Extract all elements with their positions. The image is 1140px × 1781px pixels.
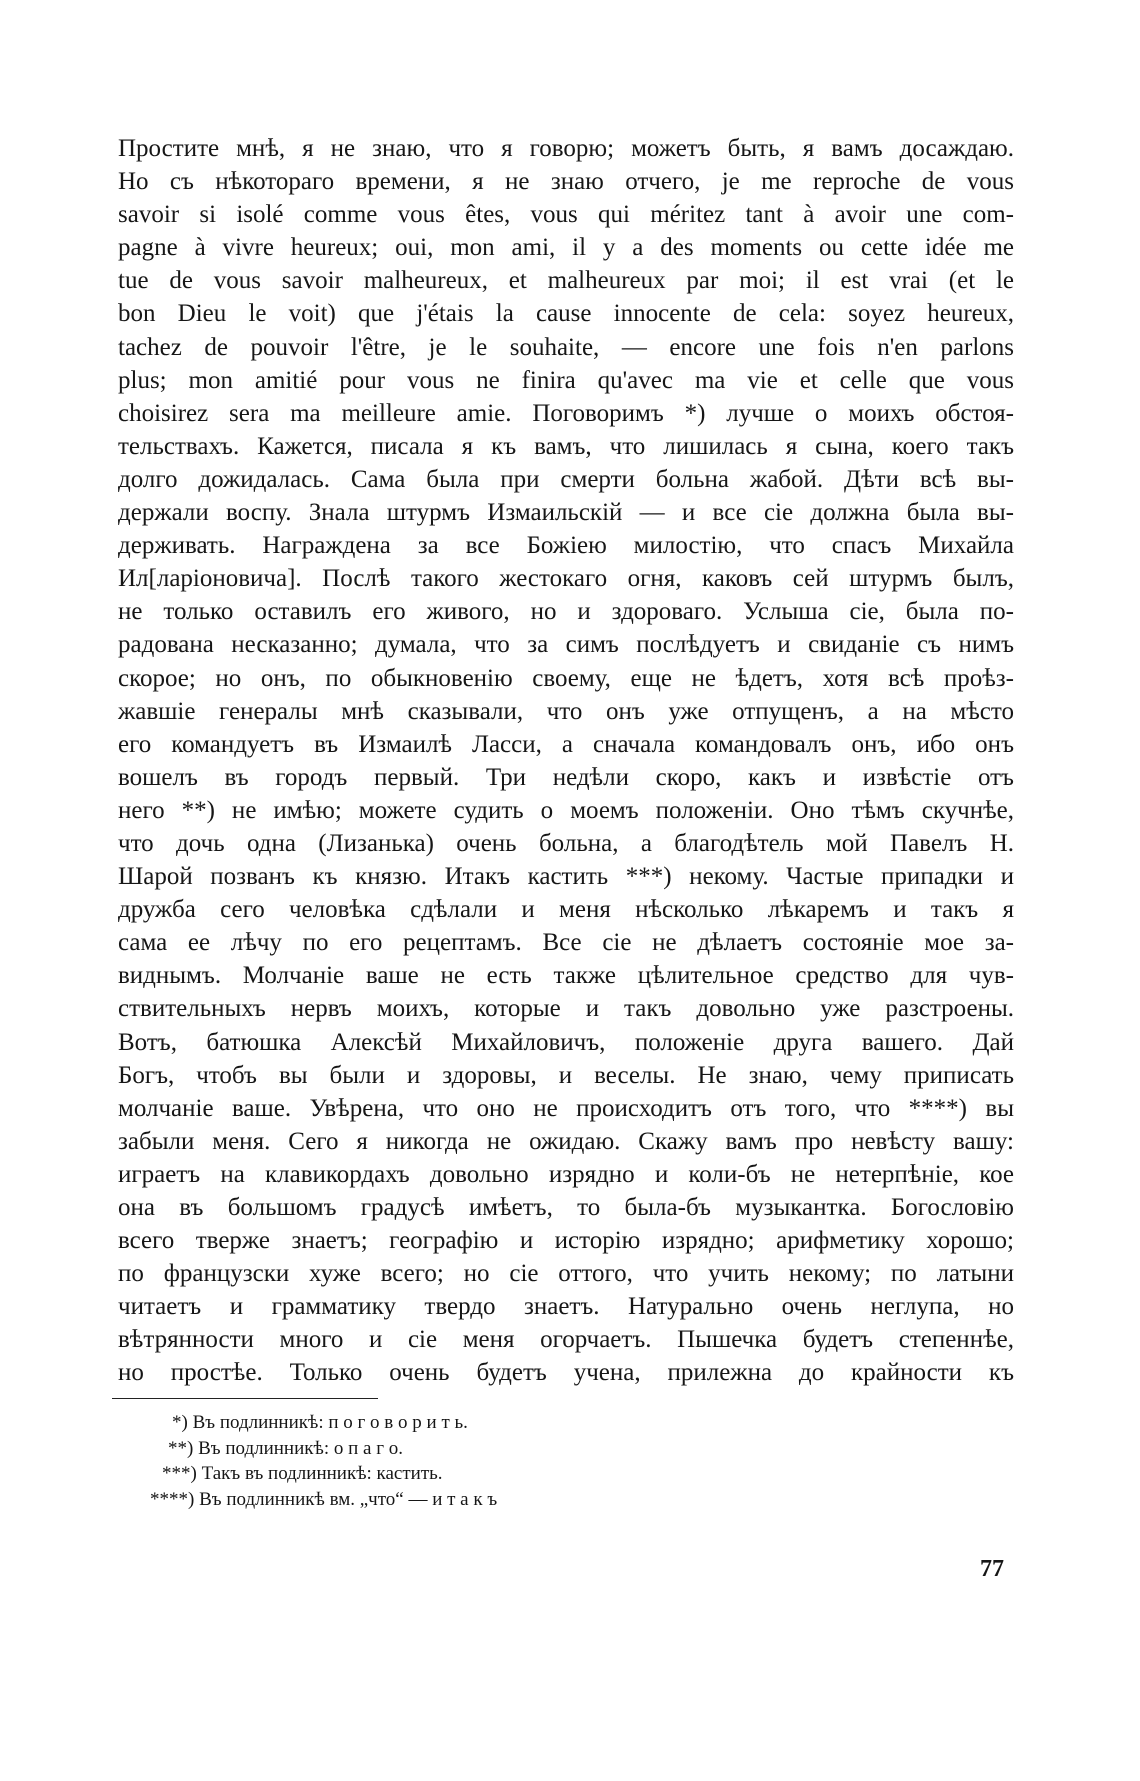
footnotes bbox=[150, 1410, 497, 1512]
text-line: ствительныхъ нервъ моихъ, которые и такъ довольно уже разстроены. bbox=[118, 995, 1014, 1023]
page-number: 77 bbox=[980, 1556, 1004, 1582]
text-line: всего тверже знаетъ; географiю и исторiю изрядно; арифметику хорошо; bbox=[118, 1227, 1014, 1255]
text-line: сама ее лѣчу по его рецептамъ. Все сiе не дѣлаетъ состоянiе мое за- bbox=[118, 929, 1014, 957]
footnote: *) Въ подлинникѣ: п о г о в о р и т ь. bbox=[172, 1412, 468, 1433]
text-line: вошелъ въ городъ первый. Три недѣли скоро, какъ и извѣстiе отъ bbox=[118, 763, 1014, 791]
footnote: ****) Въ подлинникѣ вм. „что“ — и т а к ъ bbox=[150, 1488, 498, 1510]
text-line: она въ большомъ градусѣ имѣетъ, то была-бъ музыкантка. Богословiю bbox=[118, 1194, 1014, 1221]
footnote: **) Въ подлинникѣ: о п а г о. bbox=[168, 1437, 403, 1459]
text-line: Ил[ларiоновича]. Послѣ такого жестокаго огня, каковъ сей штурмъ былъ, bbox=[118, 565, 1014, 593]
text-line: Вотъ, батюшка Алексѣй Михайловичъ, положенiе друга вашего. Дай bbox=[118, 1028, 1014, 1056]
text-line: забыли меня. Сего я никогда не ожидаю. Скажу вамъ про невѣсту вашу: bbox=[118, 1127, 1014, 1155]
text-line: choisirez sera ma meilleure amie. Поговоримъ *) лучше о моихъ обстоя- bbox=[118, 399, 1014, 427]
text-line: Простите мнѣ, я не знаю, что я говорю; можетъ быть, я вамъ досаждаю. bbox=[118, 135, 1014, 162]
text-line: долго дожидалась. Сама была при смерти больна жабой. Дѣти всѣ вы- bbox=[118, 465, 1014, 493]
text-line: по французски хуже всего; но сiе оттого, что учить некому; по латыни bbox=[118, 1260, 1014, 1288]
text-line: скорое; но онъ, по обыкновенiю своему, еще не ѣдетъ, хотя всѣ проѣз- bbox=[118, 664, 1014, 692]
text-line: что дочь одна (Лизанька) очень больна, а благодѣтель мой Павелъ Н. bbox=[118, 829, 1014, 857]
text-line: Богъ, чтобъ вы были и здоровы, и веселы. Не знаю, чему приписать bbox=[118, 1061, 1014, 1089]
text-line: tue de vous savoir malheureux, et malheureux par moi; il est vrai (et le bbox=[118, 267, 1014, 295]
text-line: bon Dieu le voit) que j'étais la cause innocente de cela: soyez heureux, bbox=[118, 300, 1014, 328]
text-line: не только оставилъ его живого, но и здороваго. Услыша сiе, была по- bbox=[118, 598, 1014, 626]
footnote: ***) Такъ въ подлинникѣ: кастить. bbox=[162, 1463, 443, 1484]
text-line: plus; mon amitié pour vous ne finira qu'avec ma vie et celle que vous bbox=[118, 366, 1014, 394]
text-line: но простѣе. Только очень будетъ учена, прилежна до крайности къ bbox=[118, 1359, 1014, 1387]
text-line: Но съ нѣкотораго времени, я не знаю отчего, je me reproche de vous bbox=[118, 168, 1014, 196]
text-line: держали воспу. Знала штурмъ Измаильскiй — и все сiе должна была вы- bbox=[118, 499, 1014, 527]
text-line: радована несказанно; думала, что за симъ послѣдуетъ и свиданiе съ нимъ bbox=[118, 631, 1014, 659]
text-line: него **) не имѣю; можете судить о моемъ положенiи. Оно тѣмъ скучнѣе, bbox=[118, 796, 1014, 824]
text-line: молчанiе ваше. Увѣрена, что оно не происходитъ отъ того, что ****) вы bbox=[118, 1094, 1014, 1122]
text-line: savoir si isolé comme vous êtes, vous qui méritez tant à avoir une com- bbox=[118, 201, 1014, 229]
text-line: вѣтрянности много и сiе меня огорчаетъ. Пышечка будетъ степеннѣе, bbox=[118, 1326, 1014, 1354]
footnote-divider bbox=[112, 1398, 378, 1399]
text-line: Шарой позванъ къ князю. Итакъ кастить ***) некому. Частые припадки и bbox=[118, 863, 1014, 891]
letter-text bbox=[118, 132, 1014, 1390]
text-line: его командуетъ въ Измаилѣ Ласси, а сначала командовалъ онъ, ибо онъ bbox=[118, 730, 1014, 758]
text-line: играетъ на клавикордахъ довольно изрядно и коли-бъ не нетерпѣнiе, кое bbox=[118, 1160, 1014, 1188]
text-line: держивать. Награждена за все Божiею милостiю, что спасъ Михайла bbox=[118, 532, 1014, 560]
text-line: жавшiе генералы мнѣ сказывали, что онъ уже отпущенъ, а на мѣсто bbox=[118, 697, 1014, 725]
text-line: pagne à vivre heureux; oui, mon ami, il y a des moments ou cette idée me bbox=[118, 234, 1014, 262]
text-line: виднымъ. Молчанiе ваше не есть также цѣлительное средство для чув- bbox=[118, 962, 1014, 990]
text-line: читаетъ и грамматику твердо знаетъ. Натурально очень неглупа, но bbox=[118, 1293, 1014, 1321]
text-line: дружба сего человѣка сдѣлали и меня нѣсколько лѣкаремъ и такъ я bbox=[118, 896, 1014, 924]
text-line: tachez de pouvoir l'être, je le souhaite, — encore une fois n'en parlons bbox=[118, 333, 1014, 361]
text-line: тельствахъ. Кажется, писала я къ вамъ, что лишилась я сына, коего такъ bbox=[118, 432, 1014, 460]
